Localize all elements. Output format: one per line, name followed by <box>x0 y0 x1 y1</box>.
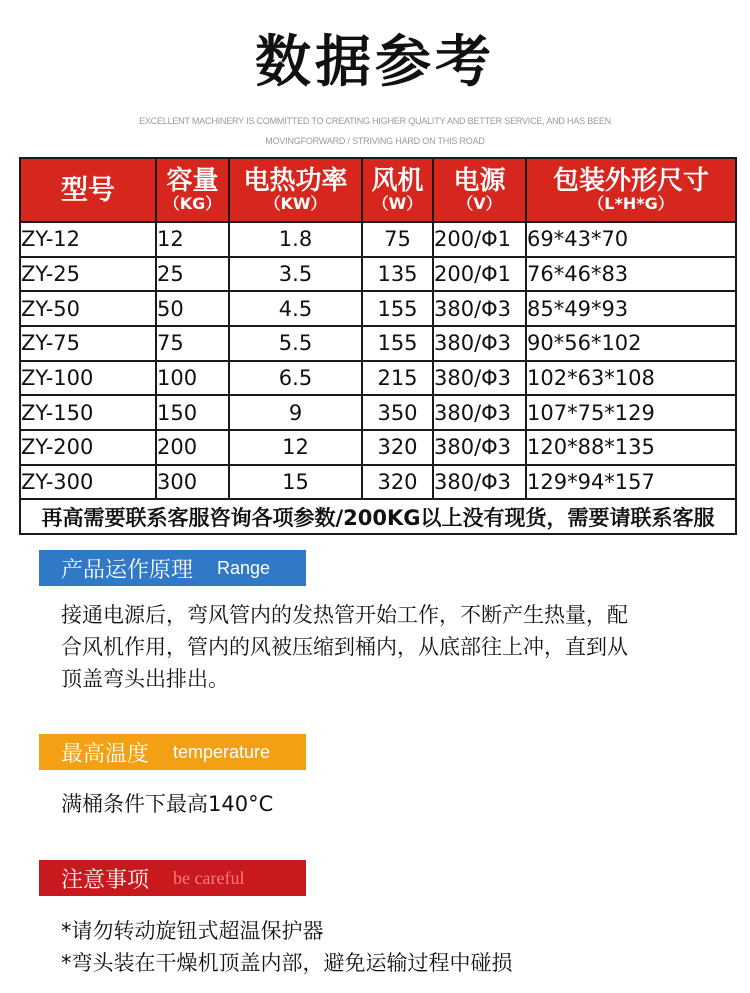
header-model: 型号 <box>20 158 156 222</box>
section-tag-label: 最高温度 <box>61 741 150 767</box>
cell-capacity: 100 <box>156 361 229 396</box>
cell-model: ZY-75 <box>20 326 156 361</box>
header-fan: 风机 （W） <box>362 158 433 222</box>
table-row <box>20 361 736 396</box>
table-note: 再高需要联系客服咨询各项参数/200KG以上没有现货，需要请联系客服 <box>20 499 736 534</box>
principle-text <box>61 599 731 695</box>
header-voltage: 电源 （V） <box>433 158 526 222</box>
section-tag-max-temperature <box>39 734 306 770</box>
spec-table <box>19 157 737 535</box>
cell-power: 4.5 <box>229 291 362 326</box>
section-tag-label: 注意事项 <box>61 867 150 893</box>
table-row <box>20 291 736 326</box>
max-temperature-text: 满桶条件下最高140°C <box>61 792 274 816</box>
cell-size: 76*46*83 <box>526 257 736 292</box>
principle-line: 顶盖弯头出排出。 <box>61 667 229 691</box>
cell-fan: 75 <box>362 222 433 257</box>
cell-voltage: 200/Φ1 <box>433 257 526 292</box>
cell-fan: 155 <box>362 326 433 361</box>
cell-capacity: 25 <box>156 257 229 292</box>
table-row <box>20 395 736 430</box>
cell-power: 1.8 <box>229 222 362 257</box>
cell-voltage: 380/Φ3 <box>433 395 526 430</box>
section-tag-english: Range <box>217 557 271 578</box>
cell-size: 85*49*93 <box>526 291 736 326</box>
cell-capacity: 300 <box>156 465 229 500</box>
cell-voltage: 380/Φ3 <box>433 326 526 361</box>
table-row <box>20 326 736 361</box>
table-row <box>20 430 736 465</box>
header-size: 包装外形尺寸 （L*H*G） <box>526 158 736 222</box>
subtitle-line-2: MOVINGFORWARD / STRIVING HARD ON THIS ROAD <box>265 136 485 146</box>
caution-item: *请勿转动旋钮式超温保护器 <box>61 919 324 943</box>
cell-voltage: 200/Φ1 <box>433 222 526 257</box>
section-tag-english: temperature <box>173 741 271 762</box>
cell-fan: 320 <box>362 465 433 500</box>
page-title: 数据参考 <box>255 30 495 95</box>
cell-size: 102*63*108 <box>526 361 736 396</box>
cell-power: 6.5 <box>229 361 362 396</box>
caution-list <box>61 915 731 979</box>
cell-size: 120*88*135 <box>526 430 736 465</box>
caution-item: *弯头装在干燥机顶盖内部，避免运输过程中碰损 <box>61 951 513 975</box>
cell-model: ZY-150 <box>20 395 156 430</box>
header-power: 电热功率 （KW） <box>229 158 362 222</box>
cell-fan: 135 <box>362 257 433 292</box>
section-tag-caution <box>39 860 306 896</box>
cell-capacity: 50 <box>156 291 229 326</box>
principle-line: 合风机作用，管内的风被压缩到桶内，从底部往上冲，直到从 <box>61 635 628 659</box>
principle-line: 接通电源后，弯风管内的发热管开始工作，不断产生热量，配 <box>61 603 628 627</box>
cell-voltage: 380/Φ3 <box>433 465 526 500</box>
cell-power: 9 <box>229 395 362 430</box>
section-tag-label: 产品运作原理 <box>61 557 194 583</box>
cell-power: 12 <box>229 430 362 465</box>
cell-capacity: 75 <box>156 326 229 361</box>
section-tag-english: be careful <box>173 867 245 888</box>
cell-model: ZY-100 <box>20 361 156 396</box>
cell-capacity: 200 <box>156 430 229 465</box>
subtitle-line-1: EXCELLENT MACHINERY IS COMMITTED TO CREATING HIGHER QUALITY AND BETTER SERVICE, AND HAS BEEN <box>139 116 611 126</box>
cell-size: 129*94*157 <box>526 465 736 500</box>
cell-fan: 350 <box>362 395 433 430</box>
cell-capacity: 12 <box>156 222 229 257</box>
cell-size: 107*75*129 <box>526 395 736 430</box>
table-row <box>20 465 736 500</box>
cell-model: ZY-25 <box>20 257 156 292</box>
cell-model: ZY-200 <box>20 430 156 465</box>
header-capacity: 容量 （KG） <box>156 158 229 222</box>
table-header-row <box>20 158 736 222</box>
cell-power: 15 <box>229 465 362 500</box>
cell-voltage: 380/Φ3 <box>433 430 526 465</box>
cell-model: ZY-300 <box>20 465 156 500</box>
cell-capacity: 150 <box>156 395 229 430</box>
cell-size: 90*56*102 <box>526 326 736 361</box>
cell-model: ZY-50 <box>20 291 156 326</box>
table-row <box>20 257 736 292</box>
section-tag-principle <box>39 550 306 586</box>
cell-size: 69*43*70 <box>526 222 736 257</box>
cell-fan: 320 <box>362 430 433 465</box>
cell-model: ZY-12 <box>20 222 156 257</box>
cell-fan: 215 <box>362 361 433 396</box>
table-note-row <box>20 499 736 534</box>
cell-power: 3.5 <box>229 257 362 292</box>
cell-voltage: 380/Φ3 <box>433 291 526 326</box>
cell-voltage: 380/Φ3 <box>433 361 526 396</box>
cell-power: 5.5 <box>229 326 362 361</box>
cell-fan: 155 <box>362 291 433 326</box>
table-row <box>20 222 736 257</box>
